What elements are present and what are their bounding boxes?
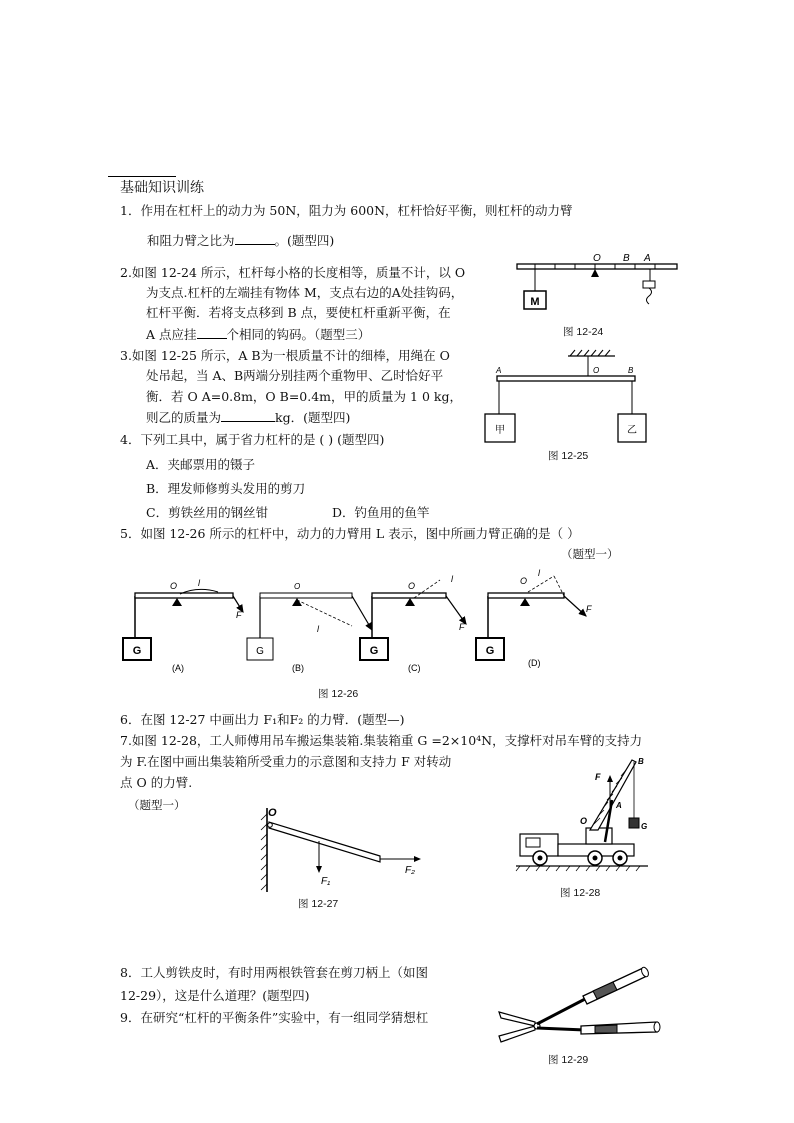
f26d-g: G [485, 645, 495, 657]
q3-line4-pre: 则乙的质量为 [146, 410, 222, 425]
q7-line3: 点 O 的力臂. [120, 775, 193, 790]
f25-b-label: B [628, 366, 634, 375]
figure-12-29 [495, 960, 670, 1050]
f26c-l: l [451, 574, 453, 584]
f26a-g: G [132, 645, 142, 657]
q4-option-d[interactable]: D．钓鱼用的鱼竿 [332, 505, 430, 520]
f28-b: B [638, 757, 644, 766]
q1-line2 [147, 233, 334, 249]
caption-12-25: 图 12-25 [548, 450, 589, 462]
f25-a-label: A [496, 366, 502, 375]
q8-line1: 8．工人剪铁皮时，有时用两根铁管套在剪刀柄上（如图 [120, 965, 428, 980]
f26b-l: l [317, 624, 319, 634]
f26a-f: F [236, 610, 242, 620]
f26-option-a-diagram [123, 578, 243, 660]
f28-g: G [641, 822, 648, 831]
q3-line1: 3.如图 12-25 所示，A B为一根质量不计的细棒，用绳在 O [120, 348, 450, 363]
f25-o-label: O [593, 366, 600, 375]
q3-line4 [146, 410, 350, 426]
figure-12-24 [505, 247, 690, 322]
heading-rule [108, 176, 176, 177]
f27-f1: F₁ [321, 876, 331, 887]
f25-jia-label: 甲 [495, 425, 505, 436]
figure-12-25 [480, 348, 660, 448]
q2-answer-blank[interactable] [197, 338, 227, 339]
caption-12-27: 图 12-27 [298, 898, 339, 910]
q2-line4-pre: A 点应挂 [146, 327, 197, 342]
q3-line2: 处吊起，当 A、B两端分别挂两个重物甲、乙时恰好平 [146, 368, 444, 383]
section-title: 基础知识训练 [120, 180, 204, 196]
q5-stem: 5．如图 12-26 所示的杠杆中，动力的力臂用 L 表示，图中所画力臂正确的是（ ） [120, 526, 580, 541]
q1-line2-pre: 和阻力臂之比为 [147, 233, 235, 248]
q1-line2-post: 。(题型四) [274, 233, 335, 248]
f24-m-label: M [530, 296, 540, 308]
caption-12-26: 图 12-26 [318, 688, 359, 700]
caption-12-24: 图 12-24 [563, 326, 604, 338]
f24-b-label: B [623, 253, 630, 264]
f26-option-b-diagram [247, 582, 372, 660]
figure-12-26 [120, 568, 610, 678]
f27-o: O [268, 807, 277, 819]
q6-text: 6．在图 12-27 中画出力 F₁和F₂ 的力臂．(题型—) [120, 712, 405, 727]
f26d-l: l [538, 568, 540, 578]
f26b-o: O [294, 582, 301, 591]
q2-line2: 为支点.杠杆的左端挂有物体 M，支点右边的A处挂钩码， [146, 285, 464, 300]
q7-line1: 7.如图 12-28，工人师傅用吊车搬运集装箱.集装箱重 G =2×10⁴N，支撑杆对吊车臂的支持力 [120, 733, 643, 748]
q1-answer-blank[interactable] [235, 244, 275, 245]
f26c-f: F [459, 622, 465, 632]
f26-label-b: (B) [292, 663, 304, 673]
f28-o: O [580, 816, 588, 826]
caption-12-28: 图 12-28 [560, 887, 601, 899]
q2-line4-post: 个相同的钩码。（题型三） [226, 327, 371, 342]
q2-line4 [146, 327, 370, 343]
q3-answer-blank[interactable] [221, 421, 275, 422]
f26-label-a: (A) [172, 663, 184, 673]
figure-12-28 [510, 756, 660, 882]
q2-line3: 杠杆平衡．若将支点移到 B 点，要使杠杆重新平衡，在 [146, 305, 451, 320]
q7-line2: 为 F.在图中画出集装箱所受重力的示意图和支持力 F 对转动 [120, 754, 452, 769]
q4-stem: 4．下列工具中，属于省力杠杆的是 ( ) (题型四) [120, 432, 385, 447]
f24-o-label: O [593, 253, 601, 264]
f26d-f: F [586, 604, 592, 614]
q4-option-a[interactable]: A．夹邮票用的镊子 [146, 457, 256, 472]
q3-line3: 衡．若 O A=0.8m，O B=0.4m，甲的质量为 1 0 kg， [146, 389, 462, 404]
f26c-g: G [369, 645, 379, 657]
q9-line1: 9．在研究“杠杆的平衡条件”实验中，有一组同学猜想杠 [120, 1010, 429, 1025]
q5-type: （题型一） [561, 547, 619, 561]
q1-line1: 1．作用在杠杆上的动力为 50N，阻力为 600N，杠杆恰好平衡，则杠杆的动力臂 [120, 203, 573, 218]
f26-option-d-diagram [476, 568, 592, 660]
q4-option-b[interactable]: B．理发师修剪头发用的剪刀 [146, 481, 306, 496]
f26-option-c-diagram [360, 574, 466, 660]
f26-label-d: (D) [528, 658, 541, 668]
f26a-o: O [170, 581, 178, 591]
q2-line1: 2.如图 12-24 所示，杠杆每小格的长度相等，质量不计，以 O [120, 265, 466, 280]
f24-a-label: A [644, 253, 651, 264]
f25-yi-label: 乙 [627, 425, 637, 436]
f26c-o: O [408, 581, 416, 591]
caption-12-29: 图 12-29 [548, 1054, 589, 1066]
f26d-o: O [520, 576, 528, 586]
q3-line4-post: kg．(题型四) [275, 410, 351, 425]
f28-f: F [595, 772, 601, 782]
q4-option-c[interactable]: C．剪铁丝用的钢丝钳 [146, 505, 269, 520]
q7-line4: （题型一） [128, 798, 186, 812]
f27-f2: F₂ [405, 865, 415, 876]
f26a-l: l [198, 578, 200, 588]
q8-line2: 12-29），这是什么道理？(题型四) [120, 988, 310, 1003]
f26-label-c: (C) [408, 663, 421, 673]
f26b-g: G [256, 646, 264, 657]
figure-12-27 [255, 800, 435, 895]
f28-a: A [616, 801, 622, 810]
